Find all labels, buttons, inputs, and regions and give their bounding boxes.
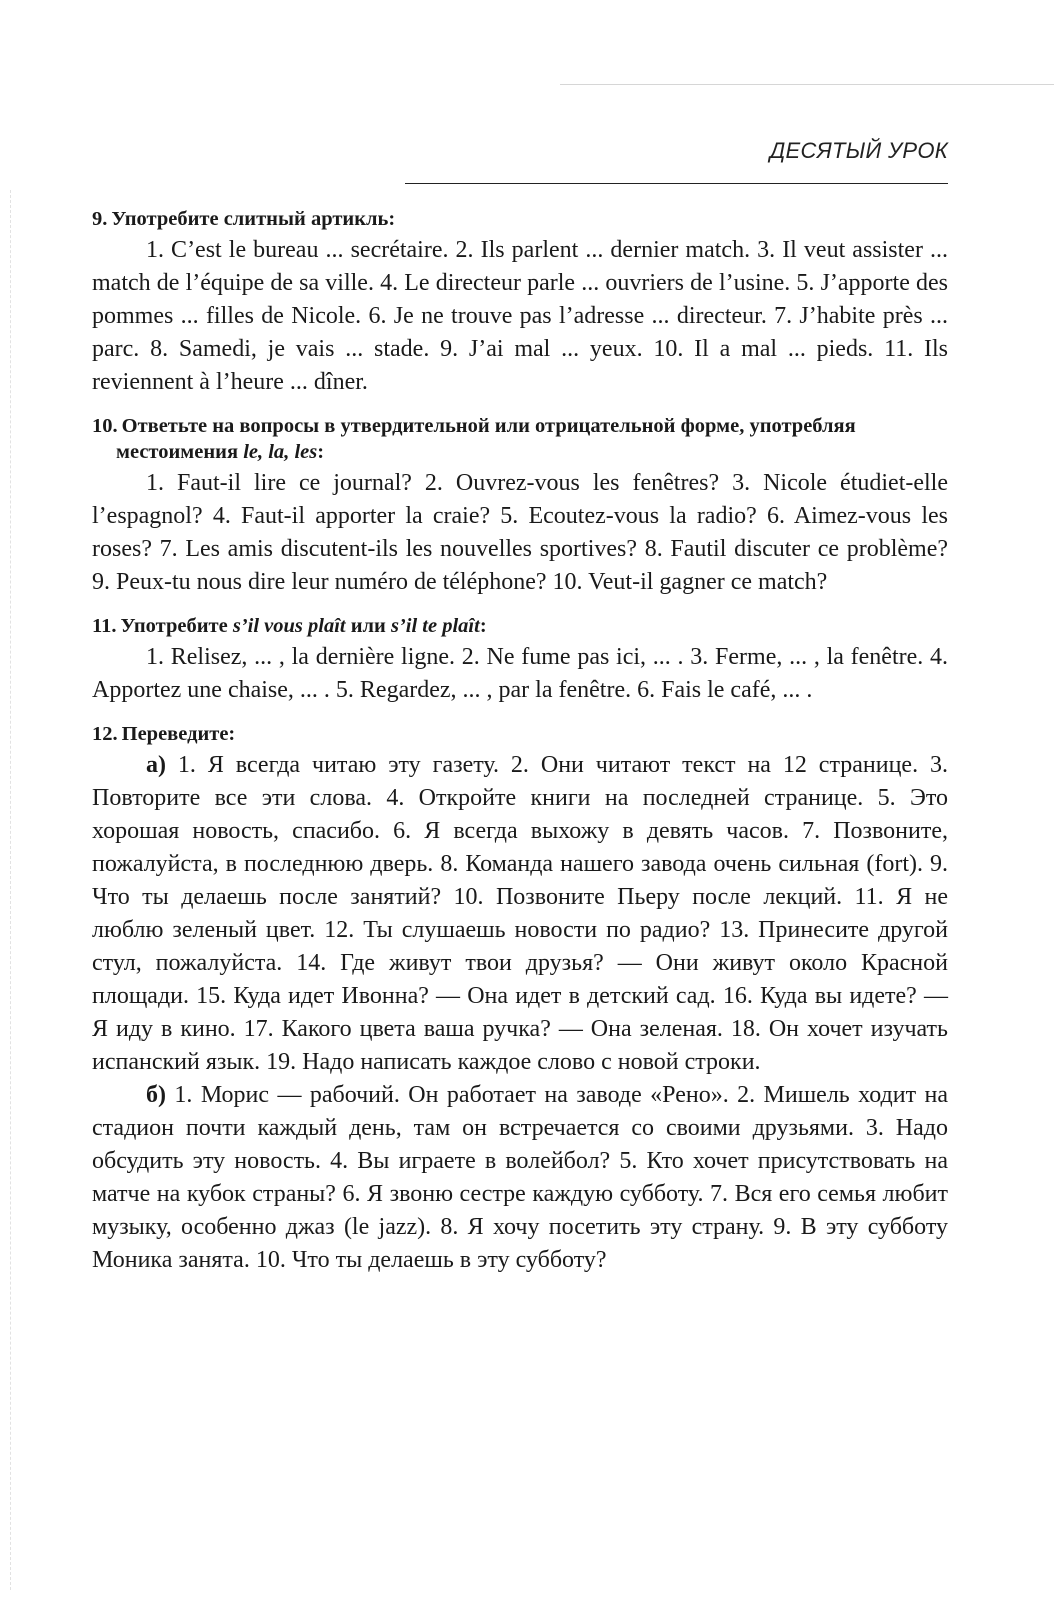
- exercise-instruction: Употребите слитный артикль:: [111, 208, 396, 230]
- phrase-te: s’il te plaît: [390, 615, 480, 637]
- exercise-10: [92, 413, 948, 599]
- exercise-heading: [92, 206, 948, 232]
- exercise-heading: [92, 613, 948, 639]
- part-a-label: а): [146, 752, 166, 778]
- exercise-text: 1. Relisez, ... , la dernière ligne. 2. Ne fume pas ici, ... . 3. Ferme, ... , la fenêtre. 4. Apportez une chaise, ... . 5. Regardez, ... , par la fenêtre. 6. Fais le café, ... .: [92, 644, 948, 703]
- exercise-instruction: Употребите: [120, 615, 233, 637]
- exercise-number: 9.: [92, 208, 108, 230]
- exercise-number: 11.: [92, 615, 117, 637]
- exercise-heading: [92, 413, 948, 465]
- pronoun-la: la: [268, 441, 285, 463]
- exercise-instruction: Ответьте на вопросы в утвердительной или отрицательной форме, употребляя местоимения: [116, 415, 856, 463]
- exercise-part-a: [92, 749, 948, 1079]
- pronoun-les: les: [294, 441, 318, 463]
- pronoun-separator: ,: [257, 441, 269, 463]
- header-rule: [405, 183, 948, 184]
- exercise-text: 1. Faut-il lire ce journal? 2. Ouvrez-vous les fenêtres? 3. Nicole étudiet-elle l’espagnol? 4. Faut-il apporter la craie? 5. Ecoutez-vous la radio? 6. Aimez-vous les roses? 7. Les amis discutent-ils les nouvelles sportives? 8. Fautil discuter ce problème? 9. Peux-tu nous dire leur numéro de téléphone? 10. Veut-il gagner ce match?: [92, 470, 948, 595]
- exercise-number: 10.: [92, 415, 118, 437]
- phrase-vous: s’il vous plaît: [232, 615, 346, 637]
- part-a-text: 1. Я всегда читаю эту газету. 2. Они читают текст на 12 странице. 3. Повторите все эти слова. 4. Откройте книги на последней странице. 5. Это хорошая новость, спасибо. 6. Я всегда выхожу в девять часов. 7. Позвоните, пожалуйста, в последнюю дверь. 8. Команда нашего завода очень сильная (fort). 9. Что ты делаешь после занятий? 10. Позвоните Пьеру после лекций. 11. Я не люблю зеленый цвет. 12. Ты слушаешь новости по радио? 13. Принесите другой стул, пожалуйста. 14. Где живут твои друзья? — Они живут около Красной площади. 15. Куда идет Ивонна? — Она идет в детский сад. 16. Куда вы идете? — Я иду в кино. 17. Какого цвета ваша ручка? — Она зеленая. 18. Он хочет изучать испанский язык. 19. Надо написать каждое слово с новой строки.: [92, 752, 948, 1075]
- exercise-text: 1. C’est le bureau ... secrétaire. 2. Ils parlent ... dernier match. 3. Il veut assister ... match de l’équipe de sa ville. 4. Le directeur parle ... ouvriers de l’usine. 5. J’apporte des pommes ... filles de Nicole. 6. Je ne trouve pas l’adresse ... directeur. 7. J’habite près ... parc. 8. Samedi, je vais ... stade. 9. J’ai mal ... yeux. 10. Il a mal ... pieds. 11. Ils reviennent à l’heure ... dîner.: [92, 237, 948, 395]
- exercise-number: 12.: [92, 723, 118, 745]
- running-head: ДЕСЯТЫЙ УРОК: [769, 138, 948, 163]
- page-content: [92, 206, 948, 1291]
- pronoun-le: le: [243, 441, 258, 463]
- exercise-11: [92, 613, 948, 707]
- scan-edge-left: [10, 190, 11, 1590]
- heading-conjunction: или: [345, 615, 391, 637]
- exercise-9: [92, 206, 948, 399]
- scan-edge-top: [560, 84, 1054, 85]
- exercise-instruction: Переведите:: [121, 723, 236, 745]
- heading-colon: :: [317, 441, 325, 463]
- pronoun-separator: ,: [284, 441, 295, 463]
- part-b-text: 1. Морис — рабочий. Он работает на заводе «Рено». 2. Мишель ходит на стадион почти каждый день, там он встречается со своими друзьями. 3. Надо обсудить эту новость. 4. Вы играете в волейбол? 5. Кто хочет присутствовать на матче на кубок страны? 6. Я звоню сестре каждую субботу. 7. Вся его семья любит музыку, особенно джаз (le jazz). 8. Я хочу посетить эту страну. 9. В эту субботу Моника занята. 10. Что ты делаешь в эту субботу?: [92, 1082, 948, 1273]
- heading-colon: :: [479, 615, 487, 637]
- exercise-part-b: [92, 1079, 948, 1277]
- exercise-12: [92, 721, 948, 1277]
- exercise-heading: [92, 721, 948, 747]
- part-b-label: б): [146, 1082, 166, 1108]
